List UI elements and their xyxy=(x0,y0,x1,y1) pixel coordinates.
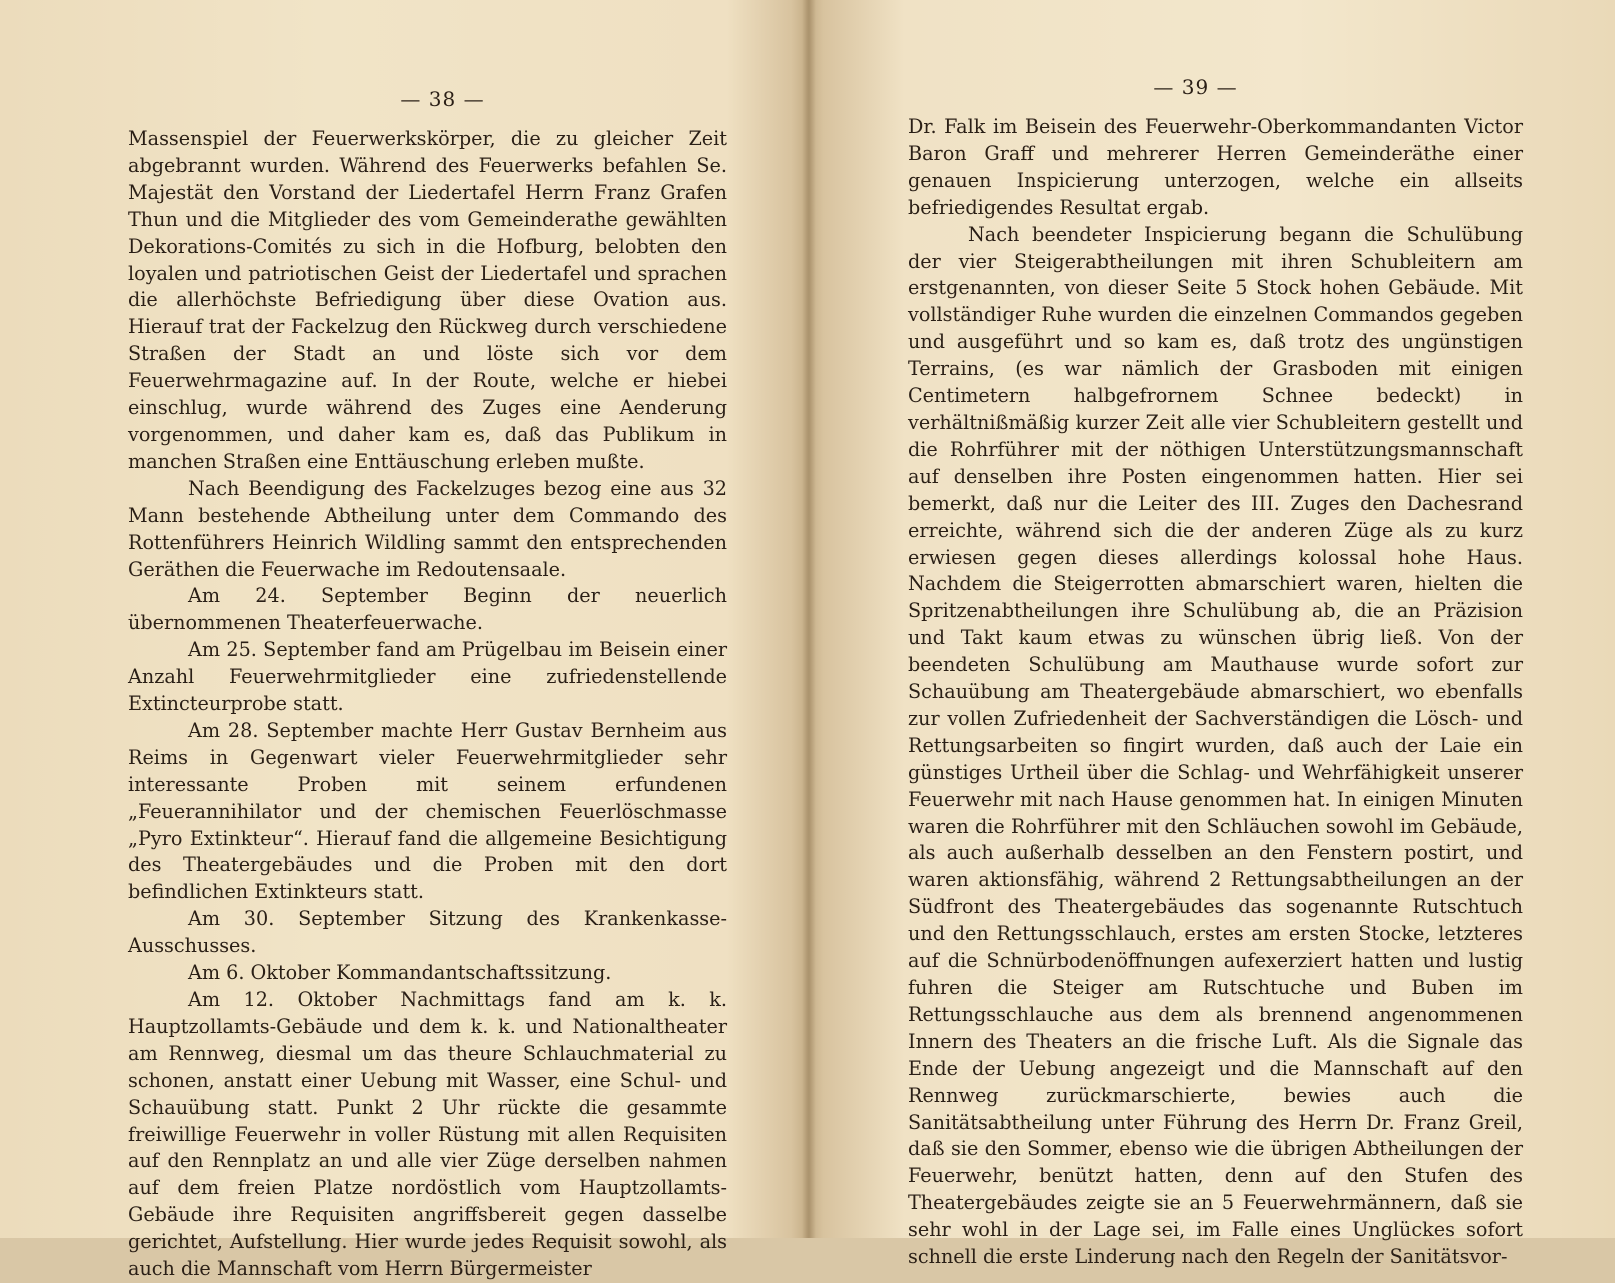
paragraph: Massenspiel der Feuerwerkskörper, die zu gleicher Zeit abgebrannt wurden. Während des Feuerwerks befahlen Se. Majestät den Vorstand der Liedertafel Herrn Franz Grafen Thun und die Mitglieder des vom Gemeinderathe gewählten Dekorations-Comités zu sich in die Hofburg, belobten den loyalen und patriotischen Geist der Liedertafel und sprachen die allerhöchste Befriedigung über diese Ovation aus. Hierauf trat der Fackelzug den Rückweg durch verschiedene Straßen der Stadt an und löste sich vor dem Feuerwehrmagazine auf. In der Route, welche er hiebei einschlug, wurde während des Zuges eine Aenderung vorgenommen, und daher kam es, daß das Publikum in manchen Straßen eine Enttäuschung erleben mußte. xyxy=(128,127,727,473)
paragraph: Am 25. September fand am Prügelbau im Beisein einer Anzahl Feuerwehrmitglieder eine zufriedenstellende Extincteurprobe statt. xyxy=(128,638,727,716)
paragraph: Am 24. September Beginn der neuerlich übernommenen Theaterfeuerwache. xyxy=(128,584,727,635)
paragraph: Nach beendeter Inspicierung begann die Schulübung der vier Steigerabtheilungen mit ihren Schubleitern am erstgenannten, von dieser Seite 5 Stock hohen Gebäude. Mit vollständiger Ruhe wurden die einzelnen Commandos gegeben und ausgeführt und so kam es, daß trotz des ungünstigen Terrains, (es war nämlich der Grasboden mit einigen Centimetern halbgefrornem Schnee bedeckt) in verhältnißmäßig kurzer Zeit alle vier Schubleitern gestellt und die Rohrführer mit der nöthigen Unterstützungsmannschaft auf denselben ihre Posten eingenommen hatten. Hier sei bemerkt, daß nur die Leiter des III. Zuges den Dachesrand erreichte, während sich die der anderen Züge als zu kurz erwiesen gegen dieses allerdings kolossal hohe Haus. Nachdem die Steigerrotten abmarschiert waren, hielten die Spritzenabtheilungen ihre Schulübung ab, die an Präzision und Takt kaum etwas zu wünschen übrig ließ. Von der beendeten Schulübung am Mauthause wurde sofort zur Schauübung am Theatergebäude abmarschiert, wo ebenfalls zur vollen Zufriedenheit der Sachverständigen die Lösch- und Rettungsarbeiten so fingirt wurden, daß auch der Laie ein günstiges Urtheil über die Schlag- und Wehrfähigkeit unserer Feuerwehr mit nach Hause genommen hat. In einigen Minuten waren die Rohrführer mit den Schläuchen sowohl im Gebäude, als auch außerhalb desselben an den Fenstern postirt, und waren aktionsfähig, während 2 Rettungsabtheilungen an der Südfront des Theatergebäudes das sogenannte Rutschtuch und den Rettungsschlauch, erstes am ersten Stocke, letzteres auf die Schnürbodenöffnungen aufexerziert hatten und lustig fuhren die Steiger am Rutschtuche und Buben im Rettungsschlauche aus dem als brennend angenommenen Innern des Theaters an die frische Luft. Als die Signale das Ende der Uebung angezeigt und die Mannschaft auf den Rennweg zurückmarschierte, bewies auch die Sanitätsabtheilung unter Führung des Herrn Dr. Franz Greil, daß sie den Sommer, ebenso wie die übrigen Abtheilungen der Feuerwehr, benützt hatten, denn auf den Stufen des Theatergebäudes zeigte sie an 5 Feuerwehrmännern, daß sie sehr wohl in der Lage sei, im Falle eines Unglückes sofort schnell die erste Linderung nach den Regeln der Sanitätsvor- xyxy=(908,222,1523,1269)
paragraph: Nach Beendigung des Fackelzuges bezog eine aus 32 Mann bestehende Abtheilung unter dem Commando des Rottenführers Heinrich Wildling sammt den entsprechenden Geräthen die Feuerwache im Redoutensaale. xyxy=(128,476,727,581)
paragraph: Am 12. Oktober Nachmittags fand am k. k. Hauptzollamts-Gebäude und dem k. k. und Nationaltheater am Rennweg, diesmal um das theure Schlauchmaterial zu schonen, anstatt einer Uebung mit Wasser, eine Schul- und Schauübung statt. Punkt 2 Uhr rückte die gesammte freiwillige Feuerwehr in voller Rüstung mit allen Requisiten auf den Rennplatz an und alle vier Züge derselben nahmen auf dem freien Platze nordöstlich vom Hauptzollamts-Gebäude ihre Requisiten angriffsbereit gegen dasselbe gerichtet, Aufstellung. Hier wurde jedes Requisit sowohl, als auch die Mannschaft vom Herrn Bürgermeister xyxy=(128,988,727,1281)
left-page xyxy=(0,0,805,1281)
paragraph: Am 28. September machte Herr Gustav Bernheim aus Reims in Gegenwart vieler Feuerwehrmitglieder sehr interessante Proben mit seinem erfundenen „Feuerannihilator und der chemischen Feuerlöschmasse „Pyro Extinkteur“. Hierauf fand die allgemeine Besichtigung des Theatergebäudes und die Proben mit den dort befindlichen Extinkteurs statt. xyxy=(128,718,727,904)
right-page xyxy=(812,0,1615,1269)
paragraph: Dr. Falk im Beisein des Feuerwehr-Oberkommandanten Victor Baron Graff und mehrerer Herren Gemeinderäthe einer genauen Inspicierung unterzogen, welche ein allseits befriedigendes Resultat ergab. xyxy=(908,115,1523,219)
paragraph: Am 30. September Sitzung des Krankenkasse-Ausschusses. xyxy=(128,907,727,958)
page-number-right: — 39 — xyxy=(1153,75,1238,99)
paragraph: Am 6. Oktober Kommandantschaftssitzung. xyxy=(188,961,612,985)
page-number-left: — 38 — xyxy=(400,87,485,111)
